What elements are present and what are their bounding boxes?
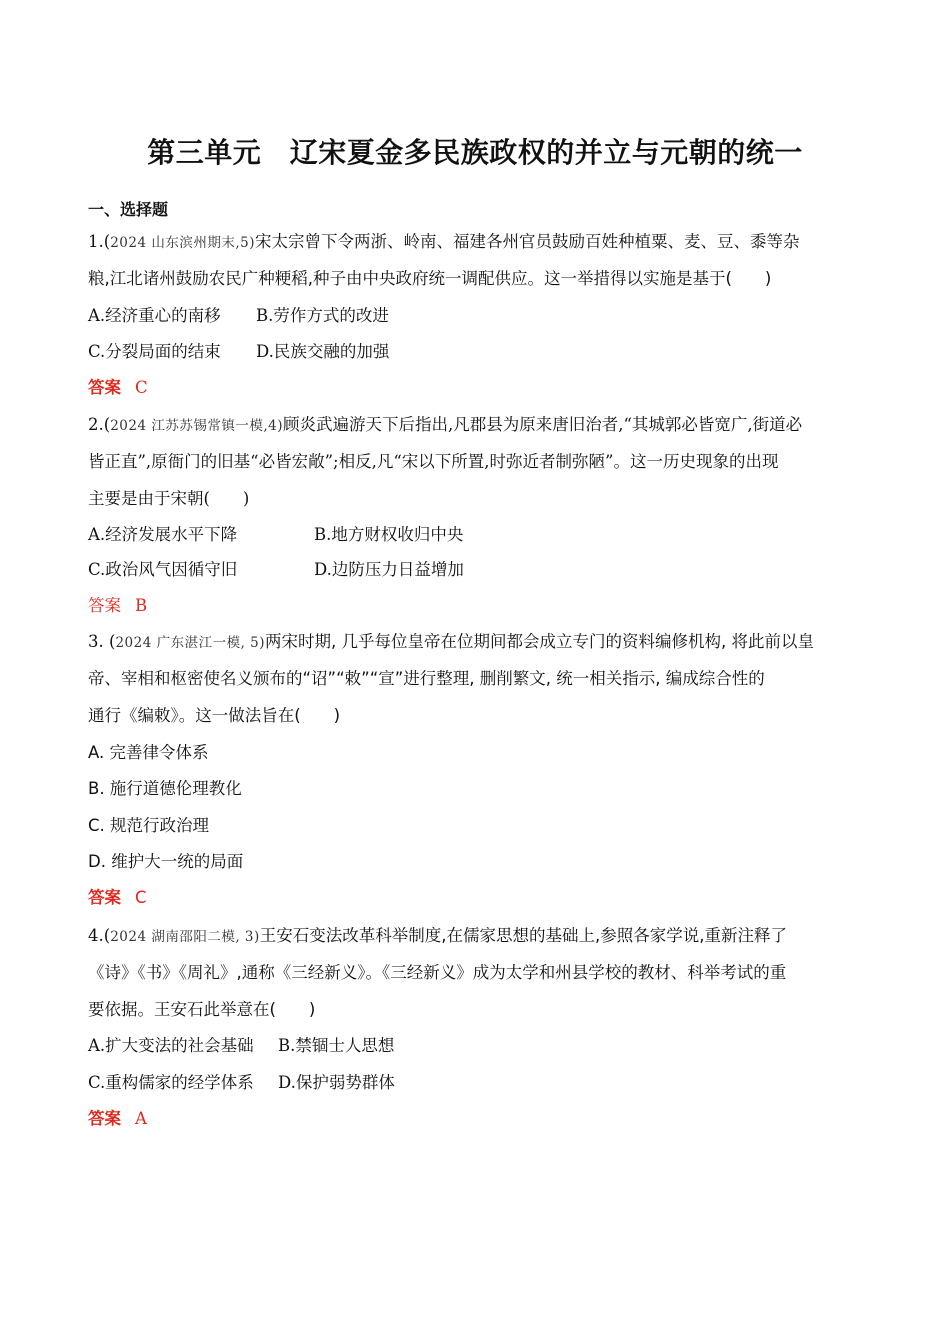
section-heading: 一、选择题 xyxy=(88,200,169,219)
question-1-line-2: 粮,江北诸州鼓励农民广种粳稻,种子由中央政府统一调配供应。这一举措得以实施是基于( ) xyxy=(88,269,772,288)
question-4-line-1 xyxy=(88,925,787,948)
question-2-options-row-2 xyxy=(88,559,464,581)
option-a: A.扩大变法的社会基础 xyxy=(88,1036,254,1055)
option-c: C.重构儒家的经学体系 xyxy=(88,1073,254,1092)
question-4-answer xyxy=(88,1108,147,1130)
question-text: 宋太宗曾下令两浙、岭南、福建各州官员鼓励百姓种植粟、麦、豆、黍等杂 xyxy=(254,232,800,251)
answer-value: C xyxy=(135,378,148,397)
question-2-answer xyxy=(88,595,147,617)
option-b: B. 施行道德伦理教化 xyxy=(88,779,242,798)
question-3-line-2: 帝、宰相和枢密使名义颁布的“诏”“敕”“宣”进行整理, 删削繁文, 统一相关指示, 编成综合性的 xyxy=(88,669,765,688)
option-a: A. 完善律令体系 xyxy=(88,743,209,762)
answer-label: 答案 xyxy=(88,596,121,615)
question-number: 4.( xyxy=(88,926,111,945)
option-c: C.分裂局面的结束 xyxy=(88,342,221,361)
option-b: B.地方财权收归中央 xyxy=(314,525,464,544)
question-3-line-3: 通行《编敕》。这一做法旨在( ) xyxy=(88,706,341,725)
question-2-line-1 xyxy=(88,414,802,437)
question-text: 顾炎武遍游天下后指出,凡郡县为原来唐旧治者,“其城郭必皆宽广,街道必 xyxy=(282,415,803,434)
question-number: 3. ( xyxy=(88,632,116,651)
answer-value: B xyxy=(135,596,148,615)
answer-label: 答案 xyxy=(88,378,121,397)
question-1-answer xyxy=(88,377,148,399)
option-a: A.经济发展水平下降 xyxy=(88,525,238,544)
question-3-line-1 xyxy=(88,631,814,654)
question-3-answer xyxy=(88,887,147,909)
option-b: B.劳作方式的改进 xyxy=(256,306,389,325)
option-d: D. 维护大一统的局面 xyxy=(88,852,244,871)
option-a: A.经济重心的南移 xyxy=(88,306,221,325)
question-4-options-row-1 xyxy=(88,1035,394,1057)
question-text: 王安石变法改革科举制度,在儒家思想的基础上,参照各家学说,重新注释了 xyxy=(259,926,788,945)
option-d: D.边防压力日益增加 xyxy=(314,560,464,579)
option-b: B.禁锢士人思想 xyxy=(278,1036,395,1055)
answer-label: 答案 xyxy=(88,888,121,907)
answer-value: C xyxy=(135,888,147,907)
question-2-line-2: 皆正直”,原衙门的旧基“必皆宏敞”;相反,凡“宋以下所置,时弥近者制弥陋”。这一历史现象的出现 xyxy=(88,452,779,471)
question-2-line-3: 主要是由于宋朝( ) xyxy=(88,489,250,508)
option-d: D.保护弱势群体 xyxy=(278,1073,395,1092)
question-source: 2024 湖南邵阳二模, 3) xyxy=(110,929,260,945)
answer-value: A xyxy=(135,1109,147,1128)
question-4-options-row-2 xyxy=(88,1072,395,1094)
page-title: 第三单元 辽宋夏金多民族政权的并立与元朝的统一 xyxy=(147,136,803,169)
option-c: C. 规范行政治理 xyxy=(88,816,210,835)
question-1-options-row-1 xyxy=(88,305,389,327)
question-text: 两宋时期, 几乎每位皇帝在位期间都会成立专门的资料编修机构, 将此前以皇 xyxy=(265,632,815,651)
question-source: 2024 山东滨州期末,5) xyxy=(110,235,255,251)
question-1-options-row-2 xyxy=(88,341,389,363)
question-number: 1.( xyxy=(88,232,111,251)
question-2-options-row-1 xyxy=(88,524,463,546)
question-number: 2.( xyxy=(88,415,111,434)
answer-label: 答案 xyxy=(88,1109,121,1128)
question-source: 2024 广东湛江一模, 5) xyxy=(115,635,266,651)
option-d: D.民族交融的加强 xyxy=(256,342,390,361)
question-4-line-2: 《诗》《书》《周礼》,通称《三经新义》。《三经新义》成为太学和州县学校的教材、科举考试的重 xyxy=(88,963,787,982)
question-source: 2024 江苏苏锡常镇一模,4) xyxy=(110,418,283,434)
question-4-line-3: 要依据。王安石此举意在( ) xyxy=(88,1000,316,1019)
question-1-line-1 xyxy=(88,231,799,254)
option-c: C.政治风气因循守旧 xyxy=(88,560,238,579)
